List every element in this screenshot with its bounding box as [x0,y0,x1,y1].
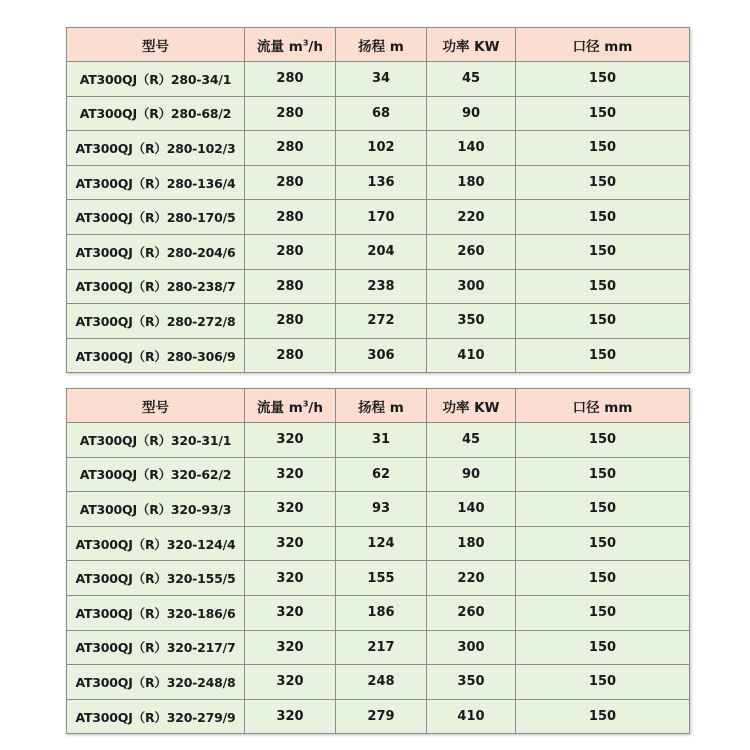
cell-power: 220 [427,561,516,596]
cell-power: 45 [427,423,516,458]
cell-caliber: 150 [516,131,690,166]
table-row [67,561,690,596]
cell-head: 272 [336,304,427,339]
header-flow-suffix: /h [308,399,323,416]
cell-flow: 280 [245,269,336,304]
cell-caliber: 150 [516,269,690,304]
table-row [67,304,690,339]
cell-power: 300 [427,630,516,665]
cell-flow: 280 [245,165,336,200]
table-row [67,492,690,527]
cell-flow: 280 [245,62,336,97]
header-head: 扬程 m [336,389,427,423]
table-row [67,457,690,492]
cell-caliber: 150 [516,96,690,131]
table-row [67,234,690,269]
cell-head: 62 [336,457,427,492]
cell-model: AT300QJ（R）320-93/3 [67,492,245,527]
cell-head: 238 [336,269,427,304]
cell-head: 68 [336,96,427,131]
cell-flow: 320 [245,457,336,492]
table-row [67,595,690,630]
cell-flow: 280 [245,234,336,269]
cell-flow: 280 [245,96,336,131]
cell-flow: 320 [245,561,336,596]
table-row [67,62,690,97]
cell-caliber: 150 [516,304,690,339]
header-power: 功率 KW [427,28,516,62]
cell-power: 45 [427,62,516,97]
cell-power: 180 [427,165,516,200]
cell-caliber: 150 [516,526,690,561]
header-flow [245,28,336,62]
cell-power: 220 [427,200,516,235]
cell-flow: 320 [245,595,336,630]
cell-power: 260 [427,595,516,630]
header-caliber: 口径 mm [516,28,690,62]
cell-power: 350 [427,665,516,700]
spec-table-320 [66,388,690,734]
cell-head: 279 [336,699,427,734]
header-model: 型号 [67,389,245,423]
cell-model: AT300QJ（R）280-102/3 [67,131,245,166]
header-power: 功率 KW [427,389,516,423]
cell-caliber: 150 [516,165,690,200]
cell-power: 140 [427,492,516,527]
table-row [67,200,690,235]
table-row [67,338,690,373]
header-model: 型号 [67,28,245,62]
cell-head: 124 [336,526,427,561]
table-row [67,699,690,734]
header-head: 扬程 m [336,28,427,62]
table-row [67,131,690,166]
cell-head: 186 [336,595,427,630]
cell-power: 300 [427,269,516,304]
header-flow-suffix: /h [308,38,323,55]
cell-flow: 280 [245,131,336,166]
header-row [67,389,690,423]
cell-caliber: 150 [516,62,690,97]
cell-model: AT300QJ（R）320-248/8 [67,665,245,700]
cell-head: 306 [336,338,427,373]
table-row [67,630,690,665]
cell-caliber: 150 [516,423,690,458]
header-row [67,28,690,62]
cell-caliber: 150 [516,699,690,734]
table-row [67,665,690,700]
cell-model: AT300QJ（R）320-217/7 [67,630,245,665]
cell-head: 248 [336,665,427,700]
cell-power: 90 [427,457,516,492]
cell-caliber: 150 [516,665,690,700]
spec-table-280 [66,27,690,373]
cell-head: 155 [336,561,427,596]
table-body [67,423,690,734]
cell-model: AT300QJ（R）280-306/9 [67,338,245,373]
cell-model: AT300QJ（R）320-186/6 [67,595,245,630]
cell-model: AT300QJ（R）280-136/4 [67,165,245,200]
header-flow-sup: 3 [302,38,309,47]
cell-model: AT300QJ（R）320-279/9 [67,699,245,734]
cell-power: 410 [427,338,516,373]
header-flow-sup: 3 [302,399,309,408]
cell-power: 260 [427,234,516,269]
cell-flow: 320 [245,699,336,734]
cell-head: 31 [336,423,427,458]
cell-head: 102 [336,131,427,166]
cell-model: AT300QJ（R）320-62/2 [67,457,245,492]
cell-caliber: 150 [516,338,690,373]
table-row [67,165,690,200]
cell-power: 90 [427,96,516,131]
cell-flow: 280 [245,304,336,339]
cell-caliber: 150 [516,200,690,235]
cell-model: AT300QJ（R）320-155/5 [67,561,245,596]
cell-flow: 280 [245,200,336,235]
table-row [67,96,690,131]
cell-model: AT300QJ（R）280-68/2 [67,96,245,131]
cell-power: 350 [427,304,516,339]
cell-power: 140 [427,131,516,166]
header-flow-prefix: 流量 m [257,38,303,55]
header-flow [245,389,336,423]
cell-head: 204 [336,234,427,269]
cell-flow: 320 [245,526,336,561]
table-row [67,423,690,458]
cell-power: 180 [427,526,516,561]
cell-model: AT300QJ（R）280-170/5 [67,200,245,235]
cell-caliber: 150 [516,234,690,269]
cell-head: 217 [336,630,427,665]
cell-flow: 280 [245,338,336,373]
cell-model: AT300QJ（R）280-238/7 [67,269,245,304]
cell-flow: 320 [245,665,336,700]
header-flow-prefix: 流量 m [257,399,303,416]
table-body [67,62,690,373]
cell-model: AT300QJ（R）320-31/1 [67,423,245,458]
cell-model: AT300QJ（R）280-34/1 [67,62,245,97]
cell-caliber: 150 [516,457,690,492]
cell-flow: 320 [245,630,336,665]
cell-caliber: 150 [516,595,690,630]
cell-caliber: 150 [516,561,690,596]
cell-model: AT300QJ（R）280-204/6 [67,234,245,269]
table-row [67,526,690,561]
cell-head: 93 [336,492,427,527]
cell-power: 410 [427,699,516,734]
header-caliber: 口径 mm [516,389,690,423]
cell-head: 170 [336,200,427,235]
cell-head: 136 [336,165,427,200]
cell-model: AT300QJ（R）320-124/4 [67,526,245,561]
cell-flow: 320 [245,423,336,458]
cell-model: AT300QJ（R）280-272/8 [67,304,245,339]
cell-head: 34 [336,62,427,97]
table-row [67,269,690,304]
cell-flow: 320 [245,492,336,527]
cell-caliber: 150 [516,630,690,665]
cell-caliber: 150 [516,492,690,527]
